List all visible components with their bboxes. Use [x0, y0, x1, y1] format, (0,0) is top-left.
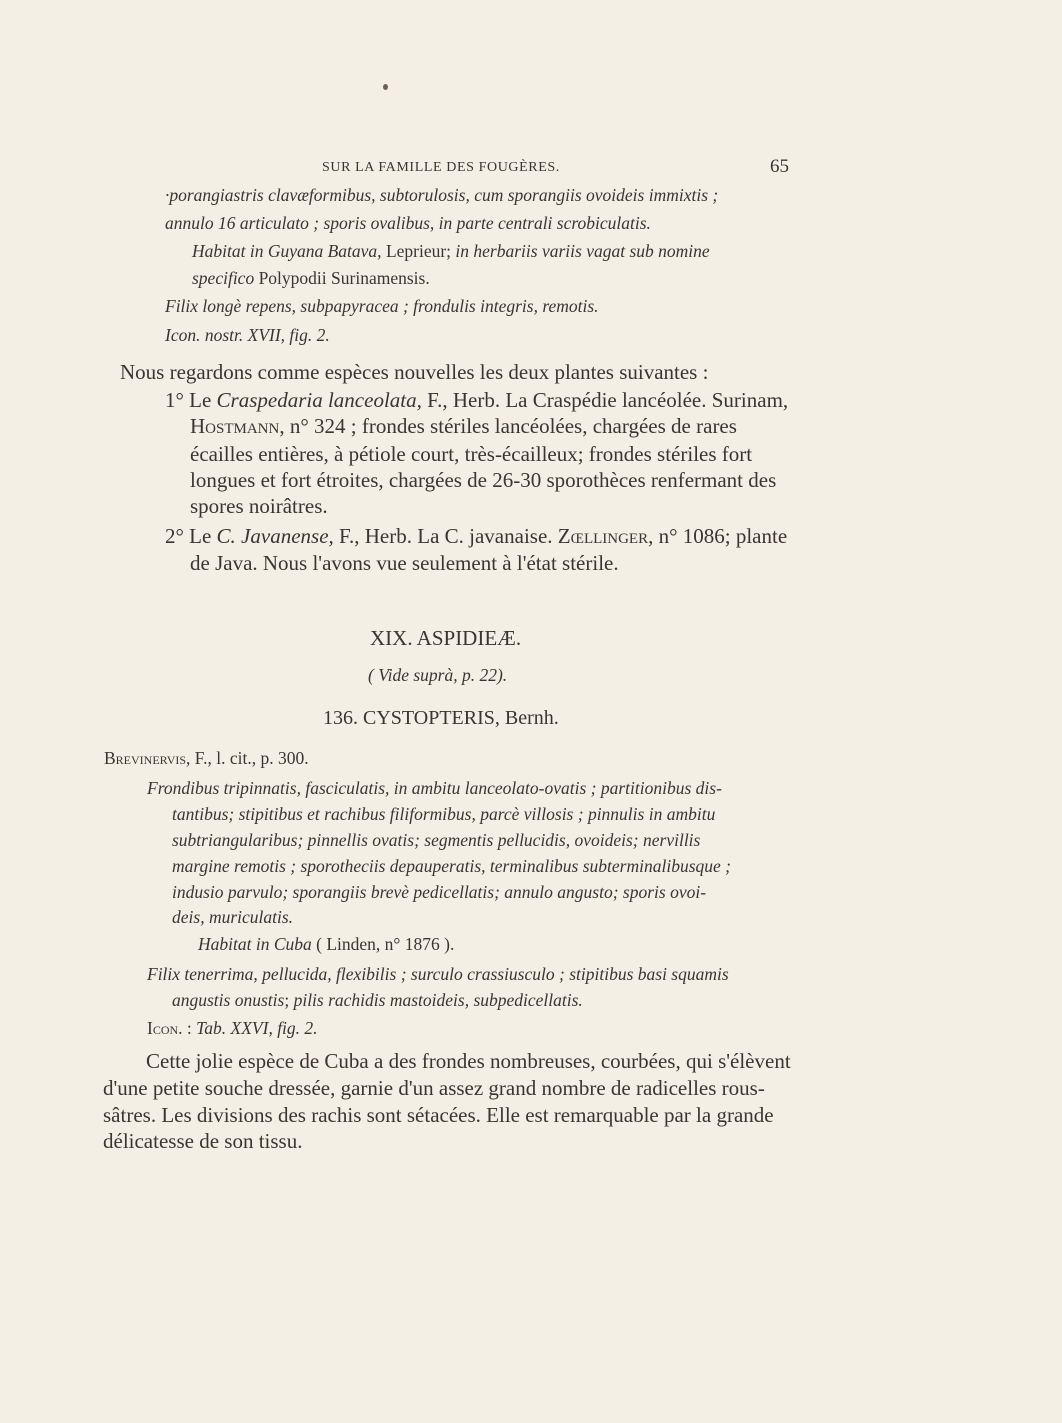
running-header: SUR LA FAMILLE DES FOUGÈRES.: [322, 160, 560, 175]
paragraph-line: Cette jolie espèce de Cuba a des frondes nombreuses, courbées, qui s'élèvent: [146, 1049, 791, 1073]
filix-line: [172, 988, 583, 1012]
item-2-text: , n° 1086; plante: [648, 524, 788, 548]
habitat-line: [192, 239, 710, 263]
habitat-rest: in herbariis variis vagat sub nomine: [451, 241, 710, 261]
filix-line: Filix longè repens, subpapyracea ; frondulis integris, remotis.: [165, 296, 599, 316]
specifico-rest: Polypodii Surinamensis.: [254, 268, 430, 288]
genus-heading: 136. CYSTOPTERIS, Bernh.: [323, 707, 559, 729]
icon-label: Icon.: [147, 1018, 183, 1038]
paragraph-line: délicatesse de son tissu.: [103, 1129, 303, 1153]
item-1-line: écailles entières, à pétiole court, très-écailleux; frondes stériles fort: [190, 442, 753, 466]
collector-name: Hostmann: [190, 414, 280, 438]
filix-text: pilis rachidis mastoideis, subpedicellatis.: [293, 990, 583, 1010]
description-line: tantibus; stipitibus et rachibus filiformibus, parcè villosis ; pinnulis in ambitu: [172, 804, 716, 824]
item-2-line: de Java. Nous l'avons vue seulement à l'état stérile.: [190, 551, 619, 575]
ink-speck: [383, 84, 388, 90]
description-line: margine remotis ; sporotheciis depauperatis, terminalibus subterminalibusque ;: [172, 856, 731, 876]
item-2-line: [165, 524, 787, 548]
filix-text: angustis onustis: [172, 990, 285, 1010]
habitat-line: [198, 932, 454, 956]
item-1-number: 1° Le: [165, 388, 217, 412]
specifico-word: specifico: [192, 268, 255, 288]
page-number: 65: [770, 156, 789, 177]
section-crossref: ( Vide suprà, p. 22).: [368, 665, 508, 685]
habitat-collector: ( Linden, n° 1876 ).: [311, 934, 455, 954]
item-2-species: C. Javanense,: [216, 524, 334, 548]
item-1-line: [190, 414, 737, 438]
icon-reference: Icon. nostr. XVII, fig. 2.: [165, 325, 330, 345]
species-citation: , F., l. cit., p. 300.: [186, 748, 309, 768]
item-1-line: longues et fort étroites, chargées de 26-30 sporothèces renfermant des: [190, 468, 777, 492]
species-name: Brevinervis: [104, 748, 187, 768]
icon-reference: [147, 1016, 318, 1040]
item-2-text: F., Herb. La C. javanaise.: [333, 524, 558, 548]
description-line: indusio parvulo; sporangiis brevè pedicellatis; annulo angusto; sporis ovoi-: [172, 882, 707, 902]
item-1-text: , n° 324 ; frondes stériles lancéolées, chargées de rares: [279, 414, 737, 438]
item-1-line: [165, 388, 788, 412]
section-title: XIX. ASPIDIEÆ.: [370, 626, 522, 650]
paragraph-line: Nous regardons comme espèces nouvelles les deux plantes suivantes :: [120, 360, 709, 384]
paragraph-line: d'une petite souche dressée, garnie d'un assez grand nombre de radicelles rous-: [103, 1076, 765, 1100]
item-2-number: 2° Le: [165, 524, 217, 548]
description-line: ·porangiastris clavæformibus, subtorulosis, cum sporangiis ovoideis immixtis ;: [165, 185, 719, 205]
item-1-line: spores noirâtres.: [190, 494, 328, 518]
collector-name: Zœllinger: [557, 524, 649, 548]
description-line: deis, muriculatis.: [172, 907, 294, 927]
icon-plate: Tab. XXVI, fig. 2.: [196, 1018, 318, 1038]
habitat-label: Habitat in Guyana Batava,: [192, 241, 382, 261]
description-line: subtriangularibus; pinnellis ovatis; segmentis pellucidis, ovoideis; nervillis: [172, 830, 701, 850]
species-line: [104, 746, 309, 770]
habitat-line: [192, 266, 430, 290]
filix-separator: ;: [284, 990, 294, 1010]
item-1-text: F., Herb. La Craspédie lancéolée. Surinam,: [421, 388, 789, 412]
paragraph-line: sâtres. Les divisions des rachis sont sétacées. Elle est remarquable par la grande: [103, 1103, 774, 1127]
filix-line: Filix tenerrima, pellucida, flexibilis ; surculo crassiusculo ; stipitibus basi squamis: [147, 964, 729, 984]
item-1-species: Craspedaria lanceolata,: [216, 388, 422, 412]
habitat-label: Habitat in Cuba: [198, 934, 312, 954]
description-line: annulo 16 articulato ; sporis ovalibus, in parte centrali scrobiculatis.: [165, 213, 651, 233]
icon-separator: :: [182, 1018, 197, 1038]
description-line: Frondibus tripinnatis, fasciculatis, in ambitu lanceolato-ovatis ; partitionibus dis-: [147, 778, 722, 798]
habitat-collector: Leprieur;: [381, 241, 452, 261]
